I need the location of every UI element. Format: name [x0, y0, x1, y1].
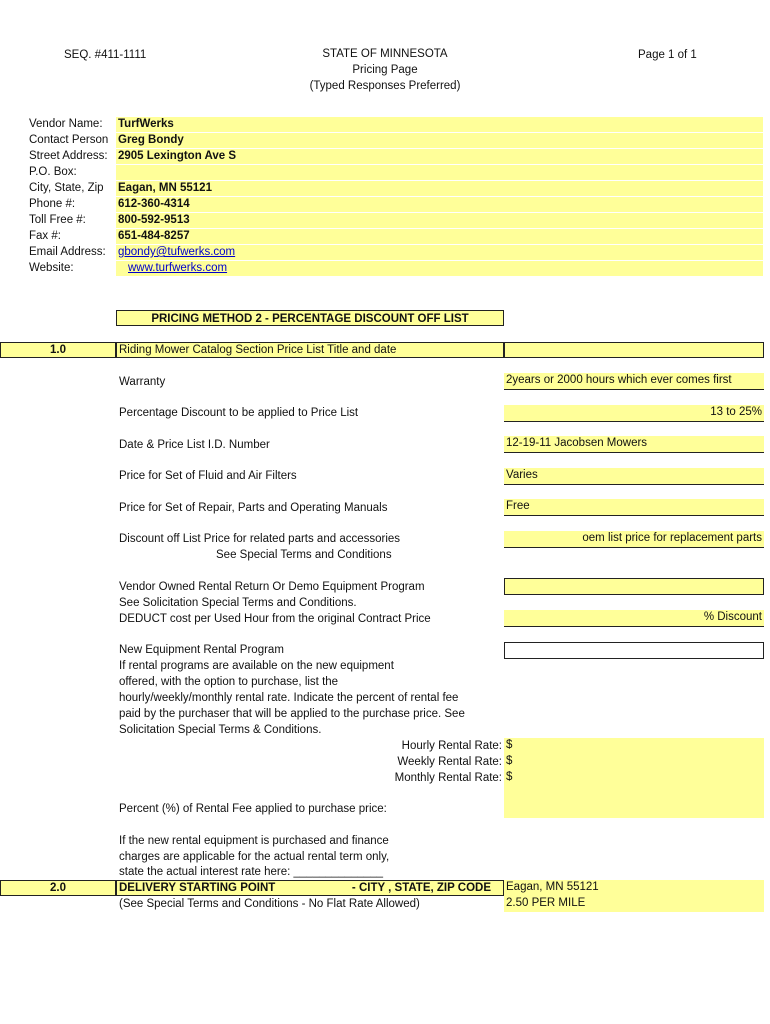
- document-title: STATE OF MINNESOTA: [322, 48, 448, 60]
- percent-rental-label: Percent (%) of Rental Fee applied to purchase price:: [119, 803, 387, 815]
- demo-program-field[interactable]: [504, 578, 764, 595]
- rental-description-5: Solicitation Special Terms & Conditions.: [119, 724, 322, 736]
- price-list-date-label: Date & Price List I.D. Number: [119, 439, 270, 451]
- finance-note-2: charges are applicable for the actual rental term only,: [119, 851, 390, 863]
- fax-field[interactable]: 651-484-8257: [116, 229, 763, 244]
- rental-program-field[interactable]: [504, 642, 764, 659]
- rental-description-1: If rental programs are available on the new equipment: [119, 660, 394, 672]
- delivery-location-field[interactable]: Eagan, MN 55121: [504, 880, 764, 896]
- section-2-title: [116, 880, 504, 896]
- toll-free-field[interactable]: 800-592-9513: [116, 213, 763, 228]
- document-note: (Typed Responses Preferred): [309, 80, 461, 92]
- phone-field[interactable]: 612-360-4314: [116, 197, 763, 212]
- contact-person-label: Contact Person: [29, 134, 109, 146]
- warranty-field[interactable]: 2years or 2000 hours which ever comes first: [504, 373, 764, 390]
- parts-discount-note: See Special Terms and Conditions: [216, 549, 392, 561]
- hourly-rate-field[interactable]: $: [504, 738, 764, 754]
- sequence-number: SEQ. #411-1111: [64, 49, 147, 61]
- parts-discount-field[interactable]: oem list price for replacement parts: [504, 531, 764, 548]
- street-address-label: Street Address:: [29, 150, 108, 162]
- contact-person-field[interactable]: Greg Bondy: [116, 133, 763, 148]
- city-state-zip-label: City, State, Zip: [29, 182, 104, 194]
- website-field[interactable]: [116, 261, 763, 276]
- percent-rental-field[interactable]: [504, 786, 764, 818]
- manuals-field[interactable]: Free: [504, 499, 764, 516]
- price-list-date-field[interactable]: 12-19-11 Jacobsen Mowers: [504, 436, 764, 453]
- discount-field[interactable]: 13 to 25%: [504, 405, 764, 422]
- rental-description-3: hourly/weekly/monthly rental rate. Indicate the percent of rental fee: [119, 692, 459, 704]
- po-box-field[interactable]: [116, 165, 763, 180]
- demo-program-note: See Solicitation Special Terms and Conditions.: [119, 597, 357, 609]
- delivery-location-hint: - CITY , STATE, ZIP CODE: [351, 882, 491, 894]
- weekly-rate-label: Weekly Rental Rate:: [397, 756, 502, 768]
- delivery-rate-field[interactable]: 2.50 PER MILE: [504, 896, 764, 912]
- monthly-rate-label: Monthly Rental Rate:: [394, 772, 502, 784]
- filters-label: Price for Set of Fluid and Air Filters: [119, 470, 297, 482]
- parts-discount-label: Discount off List Price for related parts and accessories: [119, 533, 401, 545]
- email-link[interactable]: gbondy@tufwerks.com: [118, 246, 236, 258]
- warranty-label: Warranty: [119, 376, 166, 388]
- fax-label: Fax #:: [29, 230, 61, 242]
- city-state-zip-field[interactable]: Eagan, MN 55121: [116, 181, 763, 196]
- weekly-rate-field[interactable]: $: [504, 754, 764, 770]
- vendor-name-label: Vendor Name:: [29, 118, 103, 130]
- email-field[interactable]: [116, 245, 763, 260]
- email-label: Email Address:: [29, 246, 106, 258]
- monthly-rate-field[interactable]: $: [504, 770, 764, 786]
- rental-program-title: New Equipment Rental Program: [119, 644, 284, 656]
- deduct-cost-field[interactable]: % Discount: [504, 610, 764, 627]
- section-2-number: 2.0: [0, 880, 116, 896]
- po-box-label: P.O. Box:: [29, 166, 77, 178]
- section-1-title: Riding Mower Catalog Section Price List Title and date: [116, 342, 504, 358]
- rental-description-4: paid by the purchaser that will be applied to the purchase price. See: [119, 708, 465, 720]
- filters-field[interactable]: Varies: [504, 468, 764, 485]
- rental-description-2: offered, with the option to purchase, list the: [119, 676, 339, 688]
- finance-note-3: state the actual interest rate here: ______________: [119, 866, 384, 878]
- demo-program-label: Vendor Owned Rental Return Or Demo Equipment Program: [119, 581, 425, 593]
- deduct-cost-label: DEDUCT cost per Used Hour from the original Contract Price: [119, 613, 431, 625]
- street-address-field[interactable]: 2905 Lexington Ave S: [116, 149, 763, 164]
- phone-label: Phone #:: [29, 198, 76, 210]
- manuals-label: Price for Set of Repair, Parts and Operating Manuals: [119, 502, 388, 514]
- finance-note-1: If the new rental equipment is purchased and finance: [119, 835, 389, 847]
- delivery-note: (See Special Terms and Conditions - No Flat Rate Allowed): [119, 898, 420, 910]
- website-link[interactable]: www.turfwerks.com: [128, 262, 228, 274]
- section-1-title-field[interactable]: [504, 342, 764, 358]
- toll-free-label: Toll Free #:: [29, 214, 86, 226]
- hourly-rate-label: Hourly Rental Rate:: [401, 740, 502, 752]
- page-number: Page 1 of 1: [638, 49, 697, 61]
- pricing-method-title: PRICING METHOD 2 - PERCENTAGE DISCOUNT OFF LIST: [116, 310, 504, 326]
- document-subtitle: Pricing Page: [352, 64, 418, 76]
- delivery-starting-point: DELIVERY STARTING POINT: [119, 882, 276, 894]
- section-1-number: 1.0: [0, 342, 116, 358]
- vendor-name-field[interactable]: TurfWerks: [116, 117, 763, 132]
- website-label: Website:: [29, 262, 74, 274]
- discount-label: Percentage Discount to be applied to Price List: [119, 407, 359, 419]
